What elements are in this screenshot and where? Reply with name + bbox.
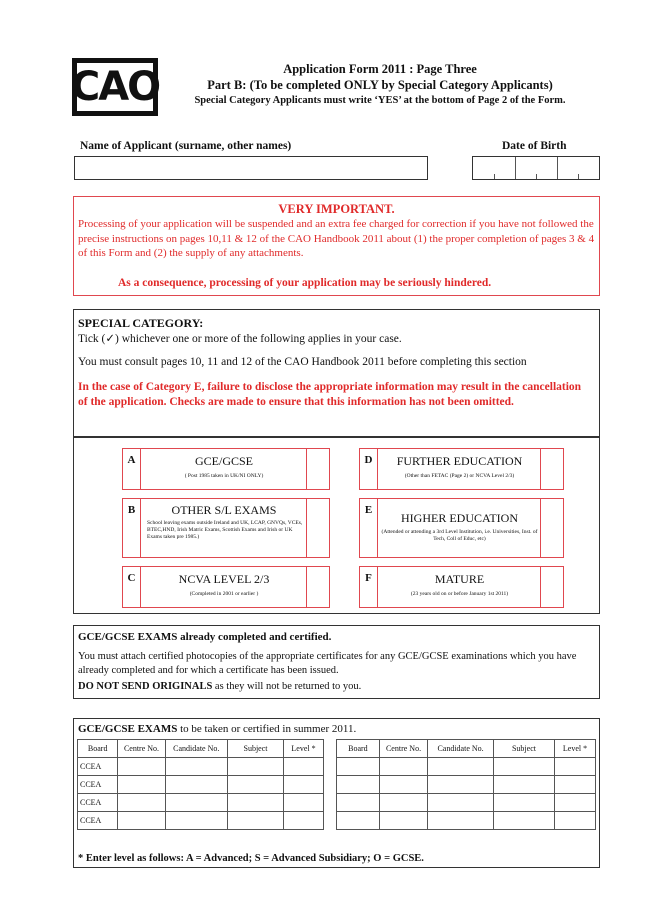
category-letter: D [360, 449, 378, 489]
table-row [78, 794, 324, 812]
board-cell[interactable] [337, 812, 380, 830]
category-letter: E [360, 499, 378, 557]
category-d [359, 448, 564, 490]
category-description: (Completed in 2001 or earlier ) [189, 591, 259, 597]
column-header: Candidate No. [428, 740, 494, 758]
dob-label: Date of Birth [502, 140, 567, 152]
entry-cell[interactable] [165, 758, 227, 776]
exams-table-left [77, 739, 324, 830]
entry-cell[interactable] [379, 758, 427, 776]
cao-logo-inner [70, 63, 160, 111]
entry-cell[interactable] [284, 794, 324, 812]
category-e-checkbox[interactable] [540, 499, 563, 557]
table-row [337, 794, 596, 812]
special-category-consult: You must consult pages 10, 11 and 12 of the CAO Handbook 2011 before completing this section [78, 356, 527, 368]
important-text: Processing of your application will be suspended and an extra fee charged for correction if you have not followed the precise instructions on pages 10,11 & 12 of the CAO Handbook 2011 about (1) the proper completion of pages 3 & 4 of this Form and (2) the supply of any attachments. [78, 218, 595, 260]
important-notice [73, 196, 600, 296]
form-part-title: Part B: (To be completed ONLY by Special Category Applicants) [207, 78, 553, 92]
entry-cell[interactable] [284, 776, 324, 794]
category-title: NCVA LEVEL 2/3 [178, 572, 270, 586]
dob-divider [494, 174, 495, 179]
cao-logo-text: CAO [70, 64, 160, 110]
entry-cell[interactable] [379, 812, 427, 830]
board-cell[interactable] [337, 758, 380, 776]
entry-cell[interactable] [165, 776, 227, 794]
entry-cell[interactable] [165, 812, 227, 830]
special-category-warning: In the case of Category E, failure to disclose the appropriate information may result in the cancellation of the application. Checks are made to ensure that this information has not been omitted. [78, 381, 582, 408]
table-header-row [337, 740, 596, 758]
do-not-send-originals [78, 681, 361, 692]
entry-cell[interactable] [284, 758, 324, 776]
entry-cell[interactable] [379, 794, 427, 812]
table-row [337, 776, 596, 794]
do-not-send-bold: DO NOT SEND ORIGINALS [78, 681, 213, 692]
entry-cell[interactable] [284, 812, 324, 830]
category-c-checkbox[interactable] [306, 567, 329, 607]
completed-exams-title: GCE/GCSE EXAMS already completed and certified. [78, 631, 332, 643]
category-description: (23 years old on or before January 1st 2011) [410, 591, 509, 597]
dob-divider [515, 157, 516, 179]
exams-title-bold: GCE/GCSE EXAMS [78, 723, 178, 735]
entry-cell[interactable] [227, 758, 283, 776]
entry-cell[interactable] [555, 812, 596, 830]
table-row [337, 758, 596, 776]
form-part-instruction: Special Category Applicants must write ‘YES’ at the bottom of Page 2 of the Form. [194, 95, 566, 106]
name-field[interactable] [74, 156, 428, 180]
category-letter: B [123, 499, 141, 557]
entry-cell[interactable] [118, 776, 165, 794]
important-title: VERY IMPORTANT. [278, 202, 395, 216]
category-letter: A [123, 449, 141, 489]
entry-cell[interactable] [227, 776, 283, 794]
name-label: Name of Applicant (surname, other names) [80, 140, 292, 152]
category-f-checkbox[interactable] [540, 567, 563, 607]
table-row [78, 776, 324, 794]
board-cell: CCEA [78, 794, 118, 812]
form-title: Application Form 2011 : Page Three [283, 62, 477, 76]
board-cell[interactable] [337, 794, 380, 812]
entry-cell[interactable] [118, 812, 165, 830]
category-letter: F [360, 567, 378, 607]
category-a-checkbox[interactable] [306, 449, 329, 489]
column-header: Subject [227, 740, 283, 758]
entry-cell[interactable] [555, 776, 596, 794]
entry-cell[interactable] [428, 776, 494, 794]
category-description: School leaving exams outside Ireland and UK, LCAP, GNVQs, VCEs, BTEC,HND, Irish Matric Exams, Scottish Exams and Irish or UK Exams taken pre 1985.) [147, 520, 303, 540]
cao-logo [72, 58, 158, 116]
category-letter: C [123, 567, 141, 607]
completed-exams-section [73, 625, 600, 699]
entry-cell[interactable] [227, 794, 283, 812]
entry-cell[interactable] [555, 794, 596, 812]
entry-cell[interactable] [555, 758, 596, 776]
entry-cell[interactable] [493, 794, 554, 812]
entry-cell[interactable] [493, 776, 554, 794]
category-title: OTHER S/L EXAMS [171, 503, 277, 517]
column-header: Subject [493, 740, 554, 758]
entry-cell[interactable] [379, 776, 427, 794]
entry-cell[interactable] [493, 758, 554, 776]
exams-table-right [336, 739, 596, 830]
category-description: (Attended or attending a 3rd Level Institution, i.e. Universities, Inst. of Tech, Coll of Educ, etc) [381, 529, 538, 542]
do-not-send-rest: as they will not be returned to you. [212, 681, 362, 692]
category-d-checkbox[interactable] [540, 449, 563, 489]
category-b-checkbox[interactable] [306, 499, 329, 557]
exams-title-rest: to be taken or certified in summer 2011. [177, 723, 357, 735]
entry-cell[interactable] [428, 794, 494, 812]
category-title: HIGHER EDUCATION [401, 511, 518, 525]
table-row [78, 758, 324, 776]
column-header: Centre No. [118, 740, 165, 758]
category-c [122, 566, 330, 608]
category-title: GCE/GCSE [194, 454, 253, 468]
entry-cell[interactable] [165, 794, 227, 812]
category-e [359, 498, 564, 558]
entry-cell[interactable] [493, 812, 554, 830]
category-f [359, 566, 564, 608]
table-header-row [78, 740, 324, 758]
special-category-title: SPECIAL CATEGORY: [78, 316, 204, 330]
table-row [337, 812, 596, 830]
dob-field[interactable] [472, 156, 600, 180]
category-title: FURTHER EDUCATION [396, 454, 523, 468]
dob-divider [557, 157, 558, 179]
column-header: Board [337, 740, 380, 758]
table-row [78, 812, 324, 830]
category-b [122, 498, 330, 558]
entry-cell[interactable] [428, 812, 494, 830]
exams-to-be-taken-section [73, 718, 600, 868]
category-options [73, 436, 600, 614]
category-description: ( Post 1985 taken in UK/NI ONLY) [184, 473, 264, 479]
column-header: Level * [284, 740, 324, 758]
column-header: Candidate No. [165, 740, 227, 758]
level-footnote: * Enter level as follows: A = Advanced; S = Advanced Subsidiary; O = GCSE. [78, 853, 424, 864]
entry-cell[interactable] [118, 794, 165, 812]
column-header: Level * [555, 740, 596, 758]
exams-title [78, 723, 356, 735]
dob-divider [578, 174, 579, 179]
category-title: MATURE [434, 572, 485, 586]
board-cell[interactable] [337, 776, 380, 794]
category-a [122, 448, 330, 490]
column-header: Centre No. [379, 740, 427, 758]
entry-cell[interactable] [118, 758, 165, 776]
category-description: (Other than FETAC (Page 2) or NCVA Level 2/3) [404, 473, 515, 479]
special-category-section [73, 309, 600, 437]
column-header: Board [78, 740, 118, 758]
board-cell: CCEA [78, 758, 118, 776]
board-cell: CCEA [78, 812, 118, 830]
dob-divider [536, 174, 537, 179]
entry-cell[interactable] [227, 812, 283, 830]
important-consequence: As a consequence, processing of your application may be seriously hindered. [118, 277, 492, 289]
completed-exams-text: You must attach certified photocopies of the appropriate certificates for any GCE/GCSE examinations which you have already completed and for which a certificate has been issued. [78, 651, 577, 676]
special-category-tick-instruction: Tick (✓) whichever one or more of the following applies in your case. [78, 333, 402, 345]
entry-cell[interactable] [428, 758, 494, 776]
board-cell: CCEA [78, 776, 118, 794]
